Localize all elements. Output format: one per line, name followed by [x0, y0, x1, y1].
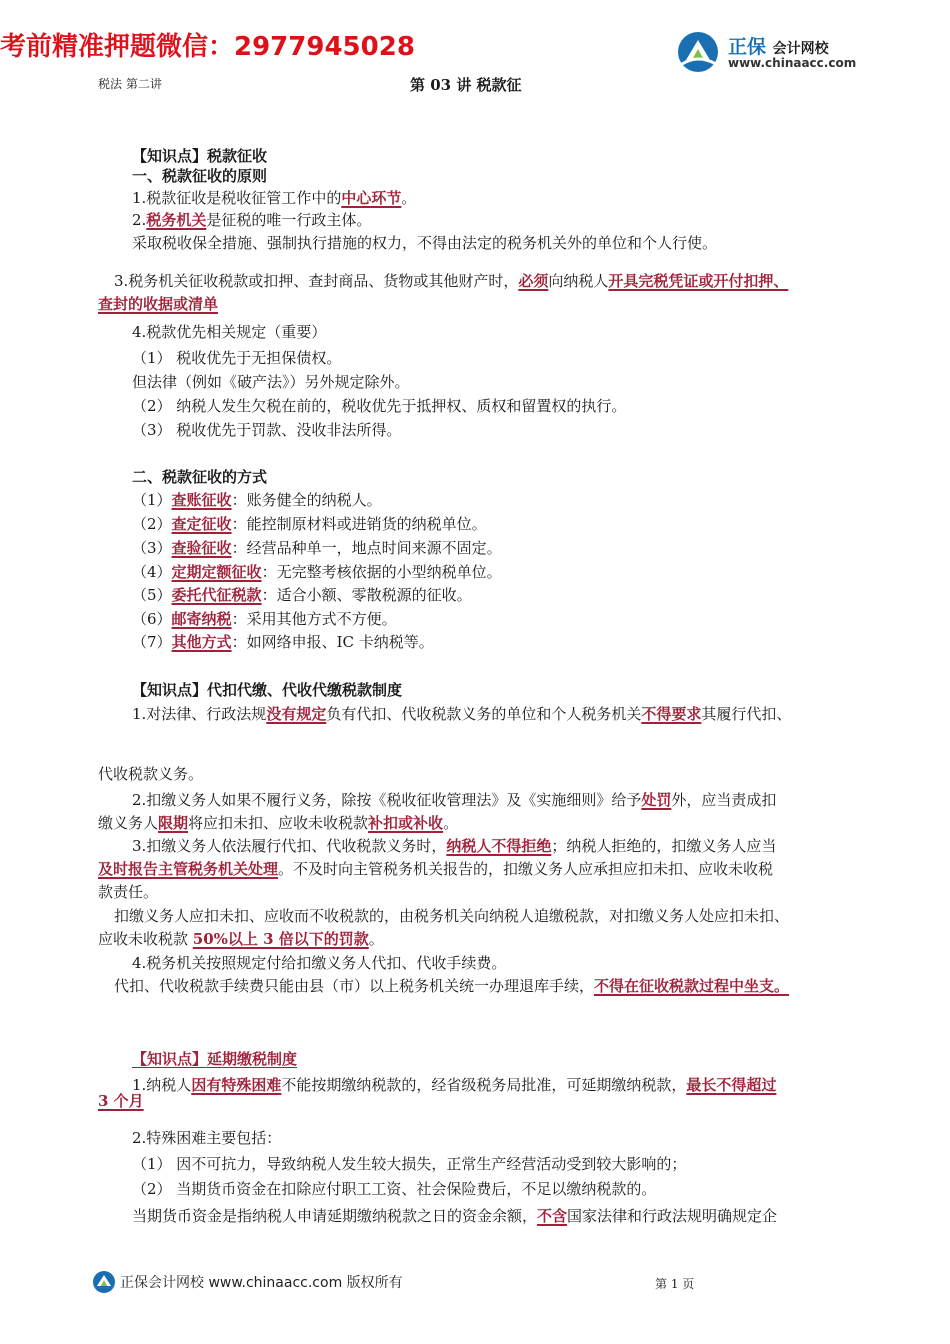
list-item: （4）定期定额征收：无完整考核依据的小型纳税单位。 [132, 563, 502, 581]
section-title-deferred: 【知识点】延期缴税制度 [132, 1050, 298, 1068]
cut-line: 3 个月 [98, 1092, 144, 1110]
list-item: （5）委托代征税款：适合小额、零散税源的征收。 [132, 586, 472, 604]
paragraph: 代收税款义务。 [98, 765, 204, 783]
heading-principles: 一、税款征收的原则 [132, 167, 268, 185]
paragraph: 及时报告主管税务机关处理。不及时向主管税务机关报告的，扣缴义务人应承担应扣未扣、应收未收税 [98, 860, 774, 878]
list-item: （1）查账征收：账务健全的纳税人。 [132, 491, 382, 509]
logo-url: www.chinaacc.com [728, 56, 857, 70]
paragraph: （1） 因不可抗力，导致纳税人发生较大损失，正常生产经营活动受到较大影响的； [132, 1155, 687, 1173]
cut-line: 1.纳税人因有特殊困难不能按期缴纳税款的，经省级税务局批准，可延期缴纳税款，最长不得超过 [132, 1076, 777, 1094]
logo-name: 正保 会计网校 [728, 36, 829, 58]
watermark-text: 考前精准押题微信：2977945028 [0, 32, 415, 62]
list-item: （7）其他方式：如网络申报、IC 卡纳税等。 [132, 633, 434, 651]
paragraph: 代扣、代收税款手续费只能由县（市）以上税务机关统一办理退库手续，不得在征收税款过程中坐支。 [114, 977, 790, 995]
cut-line: 当期货币资金是指纳税人申请延期缴纳税款之日的资金余额，不含国家法律和行政法规明确规定企 [132, 1207, 778, 1225]
paragraph: 4.税款优先相关规定（重要） [132, 323, 327, 341]
section-title-withholding: 【知识点】代扣代缴、代收代缴税款制度 [132, 681, 403, 699]
paragraph: （2） 纳税人发生欠税在前的，税收优先于抵押权、质权和留置权的执行。 [132, 397, 627, 415]
cut-line: （2） 当期货币资金在扣除应付职工工资、社会保险费后，不足以缴纳税款的。 [132, 1180, 657, 1198]
cut-header-title: 第 03 讲 税款征 [410, 76, 522, 94]
cut-line: 查封的收据或清单 [98, 295, 219, 313]
paragraph: 1.税款征收是税收征管工作中的中心环节。 [132, 189, 417, 207]
paragraph: 2.特殊困难主要包括： [132, 1129, 282, 1147]
logo-emblem-icon [676, 30, 722, 76]
list-item: （6）邮寄纳税：采用其他方式不方便。 [132, 610, 397, 628]
list-item: （3）查验征收：经营品种单一，地点时间来源不固定。 [132, 539, 502, 557]
page-footer [92, 1270, 692, 1298]
footer-copyright: 正保会计网校 www.chinaacc.com 版权所有 [120, 1275, 403, 1291]
paragraph: 2.税务机关是征税的唯一行政主体。 [132, 211, 372, 229]
section-title-tax-collection: 【知识点】税款征收 [132, 147, 268, 165]
cut-header-left: 税法 第二讲 [98, 77, 162, 91]
paragraph: 扣缴义务人应扣未扣、应收而不收税款的，由税务机关向纳税人追缴税款，对扣缴义务人处应扣未扣、 [114, 907, 790, 925]
paragraph: 2.扣缴义务人如果不履行义务，除按《税收征收管理法》及《实施细则》给予处罚外，应当责成扣 [132, 791, 777, 809]
paragraph: 但法律（例如《破产法》）另外规定除外。 [132, 373, 410, 391]
paragraph: 1.对法律、行政法规没有规定负有代扣、代收税款义务的单位和个人税务机关不得要求其履行代扣、 [132, 705, 792, 723]
paragraph: 应收未收税款 50%以上 3 倍以下的罚款。 [98, 930, 384, 948]
paragraph: 4.税务机关按照规定付给扣缴义务人代扣、代收手续费。 [132, 954, 507, 972]
paragraph: 款责任。 [98, 883, 159, 901]
paragraph: （1） 税收优先于无担保债权。 [132, 349, 342, 367]
paragraph: 3.扣缴义务人依法履行代扣、代收税款义务时，纳税人不得拒绝；纳税人拒绝的，扣缴义务人应当 [132, 837, 777, 855]
paragraph: 采取税收保全措施、强制执行措施的权力，不得由法定的税务机关外的单位和个人行使。 [132, 234, 718, 252]
chinaacc-logo[interactable] [676, 30, 866, 76]
footer-logo-icon [92, 1270, 116, 1294]
paragraph: 缴义务人限期将应扣未扣、应收未收税款补扣或补收。 [98, 814, 459, 832]
heading-methods: 二、税款征收的方式 [132, 468, 268, 486]
page-number: 第 1 页 [655, 1277, 695, 1291]
paragraph: 3.税务机关征收税款或扣押、查封商品、货物或其他财产时，必须向纳税人开具完税凭证或开付扣押、 [114, 272, 789, 290]
list-item: （2）查定征收：能控制原材料或进销货的纳税单位。 [132, 515, 487, 533]
paragraph: （3） 税收优先于罚款、没收非法所得。 [132, 421, 402, 439]
